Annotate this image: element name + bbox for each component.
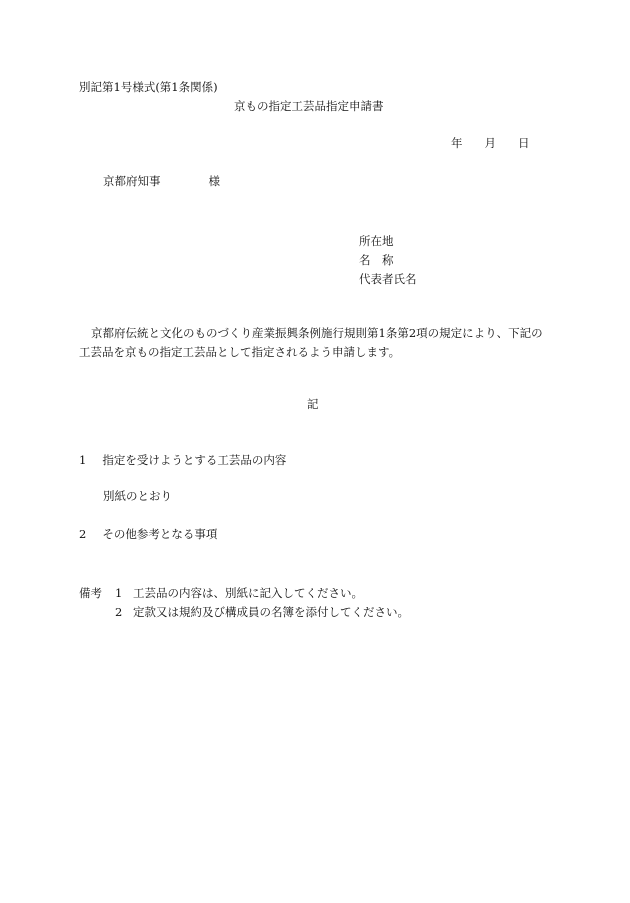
addressee-honorific: 様 (208, 174, 220, 188)
remark-row (79, 584, 409, 603)
application-statement: 京都府伝統と文化のものづくり産業振興条例施行規則第1条第2項の規定により、下記の工芸品を京もの指定工芸品として指定されるよう申請します。 (79, 326, 543, 359)
form-number: 別記第1号様式(第1条関係) (79, 80, 218, 94)
remark-1-text: 工芸品の内容は、別紙に記入してください。 (133, 586, 363, 600)
remarks (79, 584, 409, 622)
item-2-number: 2 (79, 527, 87, 541)
remark-2-number: 2 (115, 605, 123, 619)
item-1-value: 別紙のとおり (103, 489, 172, 503)
date-line (451, 138, 530, 150)
item-1-number: 1 (79, 453, 87, 467)
name-label: 名 称 (359, 253, 394, 267)
document-title: 京もの指定工芸品指定申請書 (234, 99, 384, 113)
remark-row (79, 603, 409, 622)
ki-heading: 記 (307, 397, 319, 411)
address-label: 所在地 (359, 234, 394, 248)
item-2-text: その他参考となる事項 (102, 527, 218, 541)
remark-2-text: 定款又は規約及び構成員の名簿を添付してください。 (133, 605, 409, 619)
remark-1-number: 1 (115, 586, 123, 600)
item-2 (79, 529, 217, 541)
applicant-block (359, 232, 417, 289)
date-day-label: 日 (518, 136, 530, 150)
item-1-text: 指定を受けようとする工芸品の内容 (102, 453, 287, 467)
addressee-name: 京都府知事 (103, 174, 161, 188)
addressee (103, 176, 220, 188)
remarks-label: 備考 (79, 586, 102, 600)
item-1 (79, 455, 286, 467)
representative-label: 代表者氏名 (359, 272, 417, 286)
date-month-label: 月 (484, 136, 496, 150)
date-year-label: 年 (451, 136, 463, 150)
